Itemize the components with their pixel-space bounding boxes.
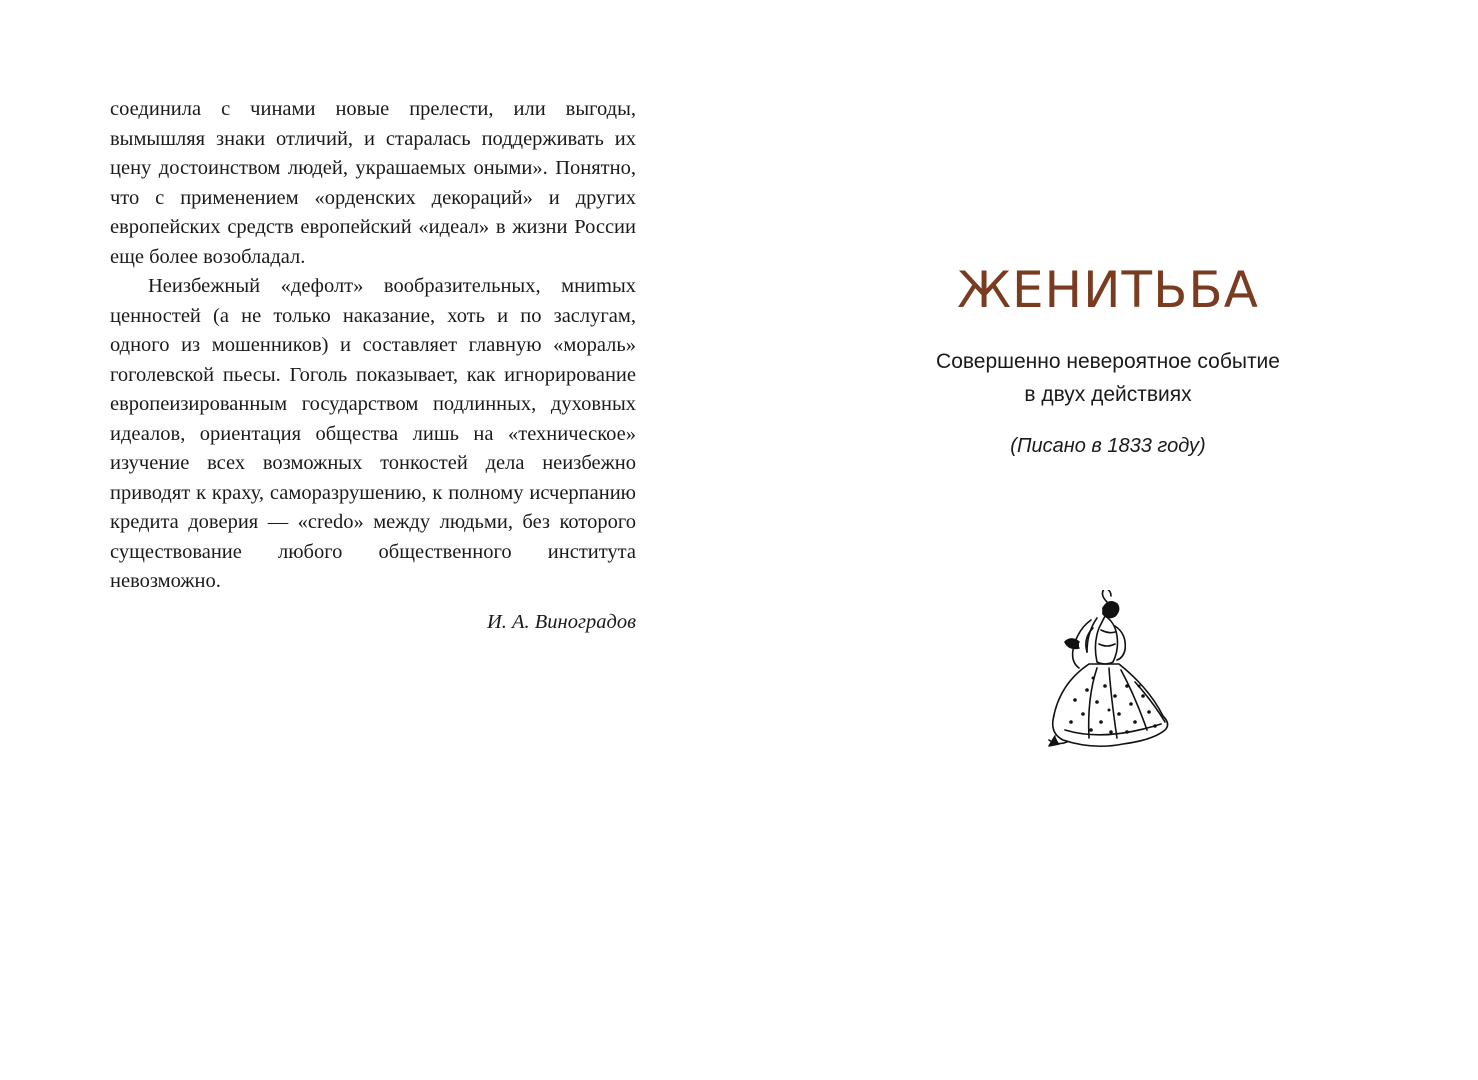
essay-paragraph-2: Неизбежный «дефолт» вообразительных, мниmых ценностей (а не только наказание, хоть и по заслугам, одного из мошенников) и составляет главную «мораль» гоголевской пьесы. Гоголь показывает, как игнорирование европеизированным государством подлинных, духовных идеалов, ориентация общества лишь на «техническое» изучение всех возможных тонкостей дела неизбежно приводят к краху, саморазрушению, к полному исчерпанию кредита доверия — «credo» между людьми, без которого существование любого общественного института невозможно. [110,275,636,592]
play-title: ЖЕНИТЬБА [957,261,1259,319]
date-note: (Писано в 1833 году) [1010,435,1206,457]
lady-in-crinoline-illustration [1035,590,1195,755]
author-signature: И. А. Виноградов [486,610,636,633]
left-page [110,95,636,637]
play-subtitle [830,345,1386,411]
subtitle-line-1: Совершенно невероятное событие [936,350,1280,373]
right-page [830,255,1386,461]
subtitle-line-2: в двух действиях [1024,383,1192,406]
essay-paragraph-1: соединила с чинами новые прелести, или выгоды, вымышляя знаки отличий, и старалась поддерживать их цену достоинством людей, украшаемых оными». Понятно, что с применением «орденских декораций» и других европейских средств европейский «идеал» в жизни России еще более возобладал. [110,98,636,268]
